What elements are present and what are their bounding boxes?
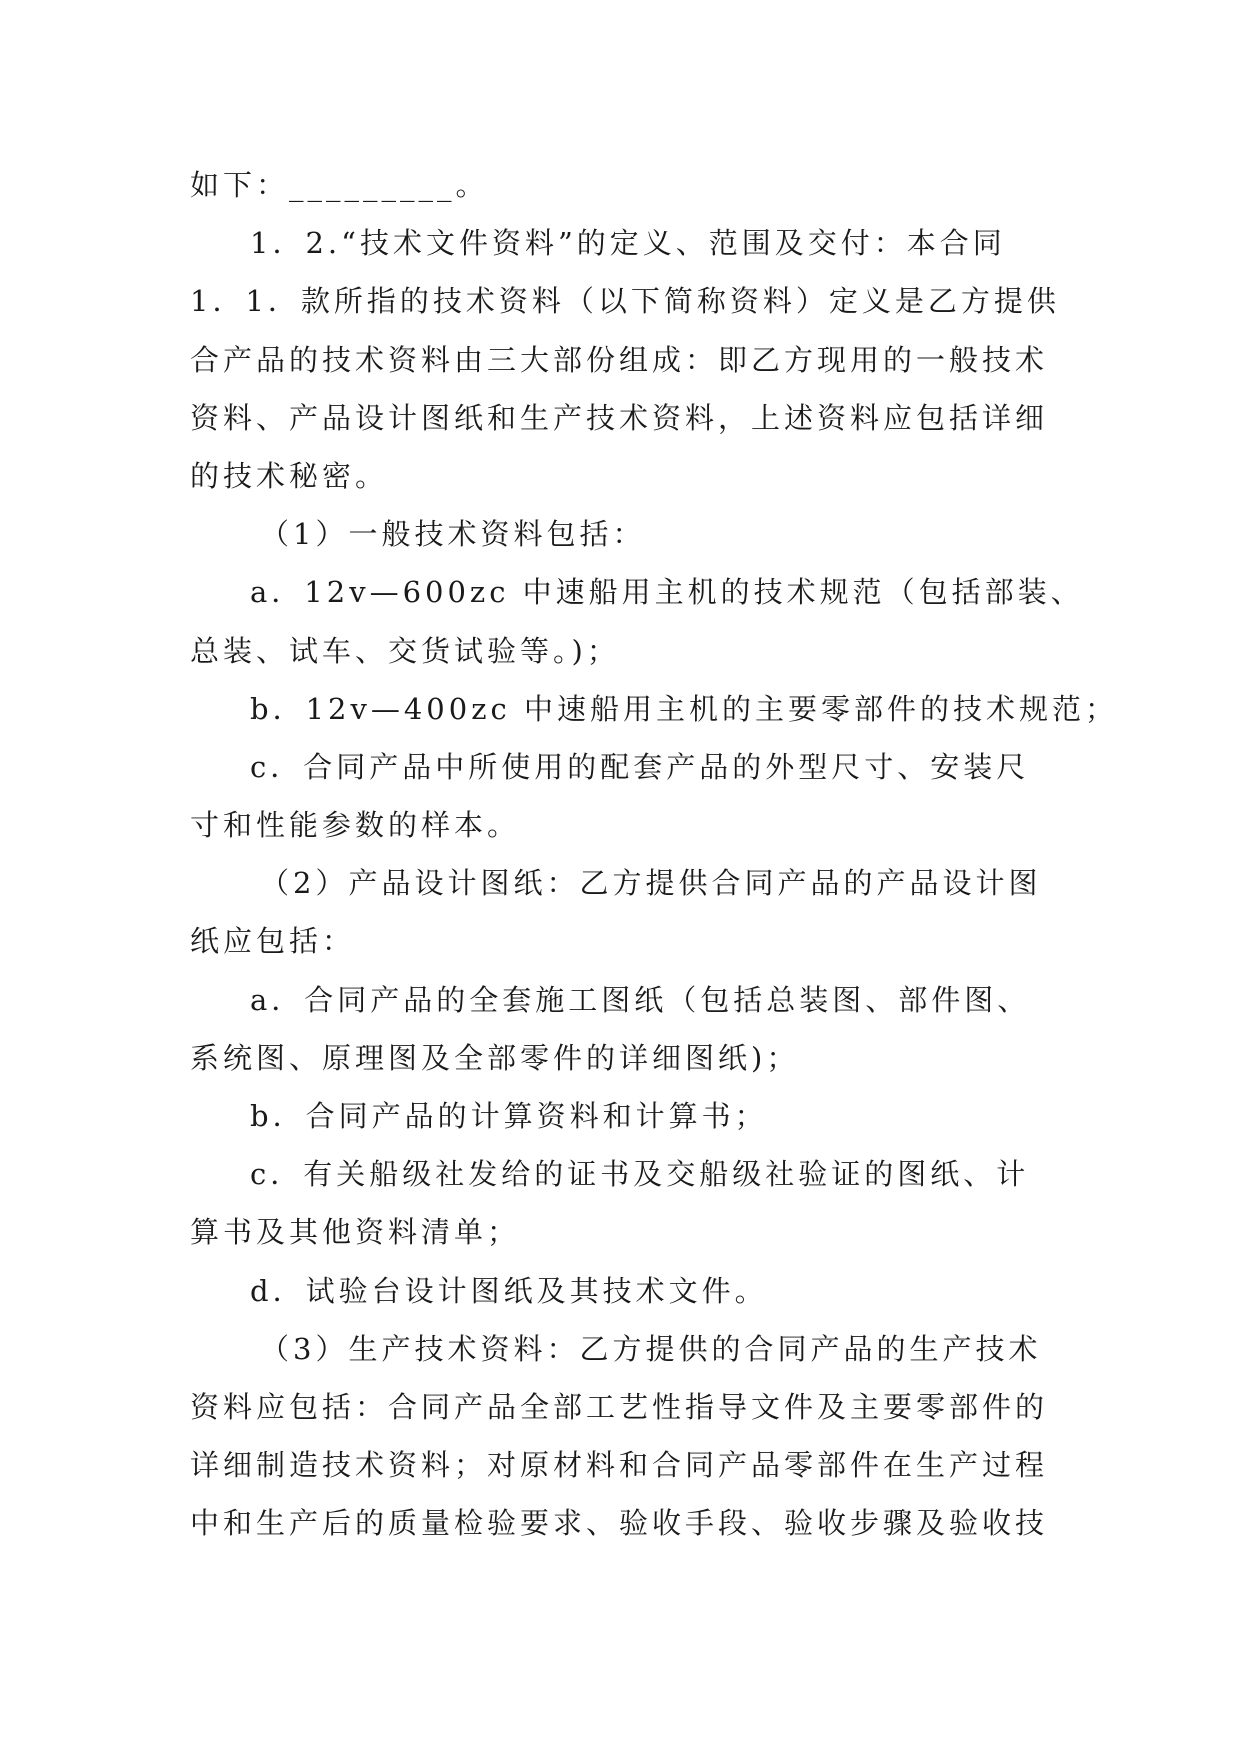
text-line: 系统图、原理图及全部零件的详细图纸)； (190, 1040, 800, 1075)
document-body (190, 156, 1118, 1553)
text-line: d．试验台设计图纸及其技术文件。 (250, 1273, 768, 1308)
text-line: a．12v—600zc 中速船用主机的技术规范（包括部装、 (250, 575, 1084, 610)
text-line: c．有关船级社发给的证书及交船级社验证的图纸、计 (250, 1157, 1030, 1192)
text-line: （1）一般技术资料包括： (260, 517, 646, 552)
text-line: 1．2.“技术文件资料”的定义、范围及交付：本合同 (250, 226, 1006, 261)
text-line: 如下：_________。 (190, 168, 489, 202)
text-line: 1．1．款所指的技术资料（以下简称资料）定义是乙方提供 (190, 284, 1060, 319)
text-line: 合产品的技术资料由三大部份组成：即乙方现用的一般技术 (190, 342, 1049, 377)
text-line: 详细制造技术资料；对原材料和合同产品零部件在生产过程 (190, 1448, 1049, 1483)
text-line: b．12v—400zc 中速船用主机的主要零部件的技术规范； (250, 691, 1118, 726)
text-line: 资料应包括：合同产品全部工艺性指导文件及主要零部件的 (190, 1389, 1049, 1424)
text-line: 中和生产后的质量检验要求、验收手段、验收步骤及验收技 (190, 1506, 1049, 1541)
text-line: 的技术秘密。 (190, 458, 389, 493)
text-line: 资料、产品设计图纸和生产技术资料，上述资料应包括详细 (190, 400, 1049, 435)
text-line: （3）生产技术资料：乙方提供的合同产品的生产技术 (260, 1331, 1042, 1366)
text-line: 纸应包括： (190, 924, 356, 959)
text-line: 算书及其他资料清单； (190, 1215, 521, 1250)
text-line: c．合同产品中所使用的配套产品的外型尺寸、安装尺 (250, 749, 1030, 784)
text-line: 寸和性能参数的样本。 (190, 808, 521, 843)
text-line: 总装、试车、交货试验等。)； (190, 633, 620, 668)
text-line: a．合同产品的全套施工图纸（包括总装图、部件图、 (250, 982, 1031, 1017)
text-line: （2）产品设计图纸：乙方提供合同产品的产品设计图 (260, 866, 1042, 901)
text-line: b．合同产品的计算资料和计算书； (250, 1099, 768, 1133)
